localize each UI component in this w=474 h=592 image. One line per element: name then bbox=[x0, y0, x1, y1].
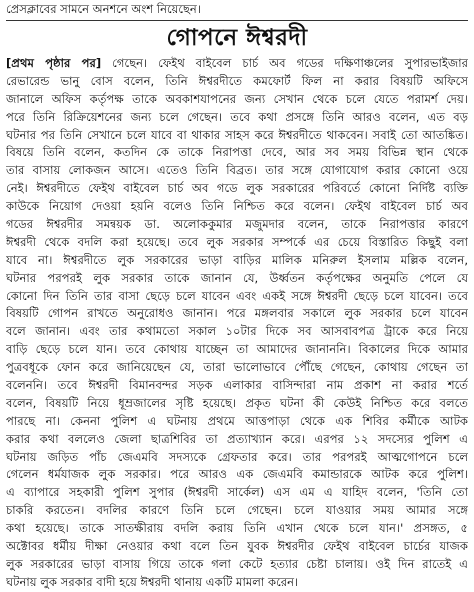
article-line: ঘটনার পর তিনি সেখানে চলে যাবে বা থাকার সাহস করে ঈশ্বরদীতে থাকবেন। সবাই তো আতঙ্কিত। bbox=[6, 127, 468, 142]
article-line: বাড়ি ছেড়ে চলে যান। তবে কোথায় যাচ্ছেন তা আমাদের জানাননি। বিকালের দিকে আমার bbox=[6, 342, 468, 357]
article-line-text: গেছেন। ফেইথ বাইবেল চার্চ অব গডের দক্ষিণাঞ্চলের সুপারভাইজার bbox=[112, 56, 468, 70]
article-line: বলেন, বিষয়টি নিয়ে ধূম্রজালের সৃষ্টি হয়েছে। প্রকৃত ঘটনা কী কেউই নিশ্চিত করে বলতে bbox=[6, 395, 468, 410]
divider-rule bbox=[6, 20, 468, 21]
article-line: নেই। ঈশ্বরদীতে ফেইথ বাইবেল চার্চ অব গডে লুক সরকারের পরিবর্তে কোনো নির্দিষ্ট ব্যক্তি bbox=[6, 181, 468, 196]
article-line: ঘটনায় জড়িত পাঁচ জেএমবি সদস্যকে গ্রেফতার করে। তার পরপরই আত্মগোপনে চলে bbox=[6, 449, 468, 464]
article-line: বিষয়ে তিনি বলেন, কতদিন কে তাকে নিরাপত্তা দেবে, আর সব সময় বিভিন্ন স্থান থেকে bbox=[6, 145, 468, 160]
article-line: গেলেন ধর্মযাজক লুক সরকার। পরে আরও এক জেএমবি কমান্ডারকে আটক করে পুলিশ। bbox=[6, 467, 468, 482]
article-line: জানালে অফিস কর্তৃপক্ষ তাকে অবকাশযাপনের জন্য সেখান থেকে চলে যেতে পরামর্শ দেয়। bbox=[6, 91, 468, 106]
article-line: কাউকে নিয়োগ দেওয়া হয়নি বলেও তিনি নিশ্চিত করে বলেন। ফেইথ বাইবেল চার্চ অব bbox=[6, 199, 468, 214]
article-body bbox=[6, 55, 468, 592]
continuation-reference: [প্রথম পৃষ্ঠার পর] bbox=[6, 56, 102, 70]
article-line: পরে তিনি রিক্রিয়েশনের জন্য চলে গেছেন। তবে কথা প্রসঙ্গে তিনি আরও বলেন, এত বড় bbox=[6, 109, 468, 124]
article-line: চাকরি করতেন। বদলির কারণে তিনি চলে গেছেন। চলে যাওয়ার সময় আমার সঙ্গে bbox=[6, 503, 468, 518]
article-line: ঘটনার পরপরই লুক সরকার তাকে জানান যে, উর্ধ্বতন কর্তৃপক্ষের অনুমতি পেলে যে bbox=[6, 270, 468, 285]
article-line: তার বাসায় লোকজন আসে। এতেও তিনি বিব্রত। তার সঙ্গে যোগাযোগ করার কোনো ওয়ে bbox=[6, 163, 468, 178]
previous-article-tail: প্রেসক্লাবের সামনে অনশনে অংশ নিয়েছেন। bbox=[6, 2, 201, 16]
article-line: কোনো দিন তিনি তার বাসা ছেড়ে চলে যাবেন এবং একই সঙ্গে ঈশ্বরদী ছেড়ে চলে যাবেন। তবে bbox=[6, 288, 468, 303]
article-line: এ ব্যাপারে সহকারী পুলিশ সুপার (ঈশ্বরদী সার্কেল) এস এম এ যাহিদ বলেন, 'তিনি তো bbox=[6, 485, 468, 500]
article-line-last: ঘটনায় লুক সরকার বাদী হয়ে ঈশ্বরদী থানায় একটি মামলা করেন। bbox=[6, 574, 299, 589]
article-line: পারছে না। কেননা পুলিশ এ ঘটনায় প্রথমে আত্তপাড়া থেকে এক শিবির কর্মীকে আটক bbox=[6, 413, 468, 428]
article-line: বলে জানান। এবং তার কথামতো সকাল ১০টার দিকে সব আসবাবপত্র ট্রাকে করে নিয়ে bbox=[6, 324, 468, 339]
article-line: বলেননি। তবে ঈশ্বরদী বিমানবন্দর সড়ক এলাকার বাসিন্দারা নাম প্রকাশ না করার শর্তে bbox=[6, 378, 468, 393]
article-line: অক্টোবর ধর্মীয় দীক্ষা নেওয়ার কথা বলে তিন যুবক ঈশ্বরদীর ফেইথ বাইবেল চার্চের যাজক bbox=[6, 539, 468, 554]
article-line: লুক সরকারের ভাড়া বাসায় গিয়ে তাকে গলা কেটে হত্যার চেষ্টা চালায়। ওই দিন রাতেই এ bbox=[6, 556, 468, 571]
article-line: বিষয়টি গোপন রাখতে অনুরোধও জানান। পরে মঙ্গলবার সকালে লুক সরকার চলে যাবেন bbox=[6, 306, 468, 321]
article-line: যাবে না। ঈশ্বরদীতে লুক সরকারের ভাড়া বাড়ির মালিক মনিরুল ইসলাম মল্লিক বলেন, bbox=[6, 252, 468, 267]
article-line: করার কথা বললেও জেলা ছাত্রশিবির তা প্রত্যাখ্যান করে। এরপর ১২ সদস্যের পুলিশ এ bbox=[6, 431, 468, 446]
article-headline: গোপনে ঈশ্বরদী bbox=[166, 25, 308, 51]
article-line: পুত্রবধূকে ফোন করে জানিয়েছেন যে, তারা ভালোভাবে পৌঁছে গেছেন, কোথায় গেছেন তা bbox=[6, 360, 468, 375]
article-line: কথা হয়েছে। তাকে সাতক্ষীরায় বদলি করায় তিনি এখান থেকে চলে যান।' প্রসঙ্গত, ৫ bbox=[6, 521, 468, 536]
article-line: ঈশ্বরদী থেকে বদলি করা হয়েছে। তবে লুক সরকার সম্পর্কে এর চেয়ে বিস্তারিত কিছুই বলা bbox=[6, 234, 468, 249]
article-line: গডের ঈশ্বরদীর সমন্বয়ক ডা. অলোককুমার মজুমদার বলেন, তাকে নিরাপত্তার কারণে bbox=[6, 217, 468, 232]
article-line: রেভারেন্ড ভানু বোস বলেন, তিনি ঈশ্বরদীতে কমফোর্ট ফিল না করার বিষয়টি অফিসে bbox=[6, 73, 468, 88]
article-line bbox=[6, 55, 468, 73]
